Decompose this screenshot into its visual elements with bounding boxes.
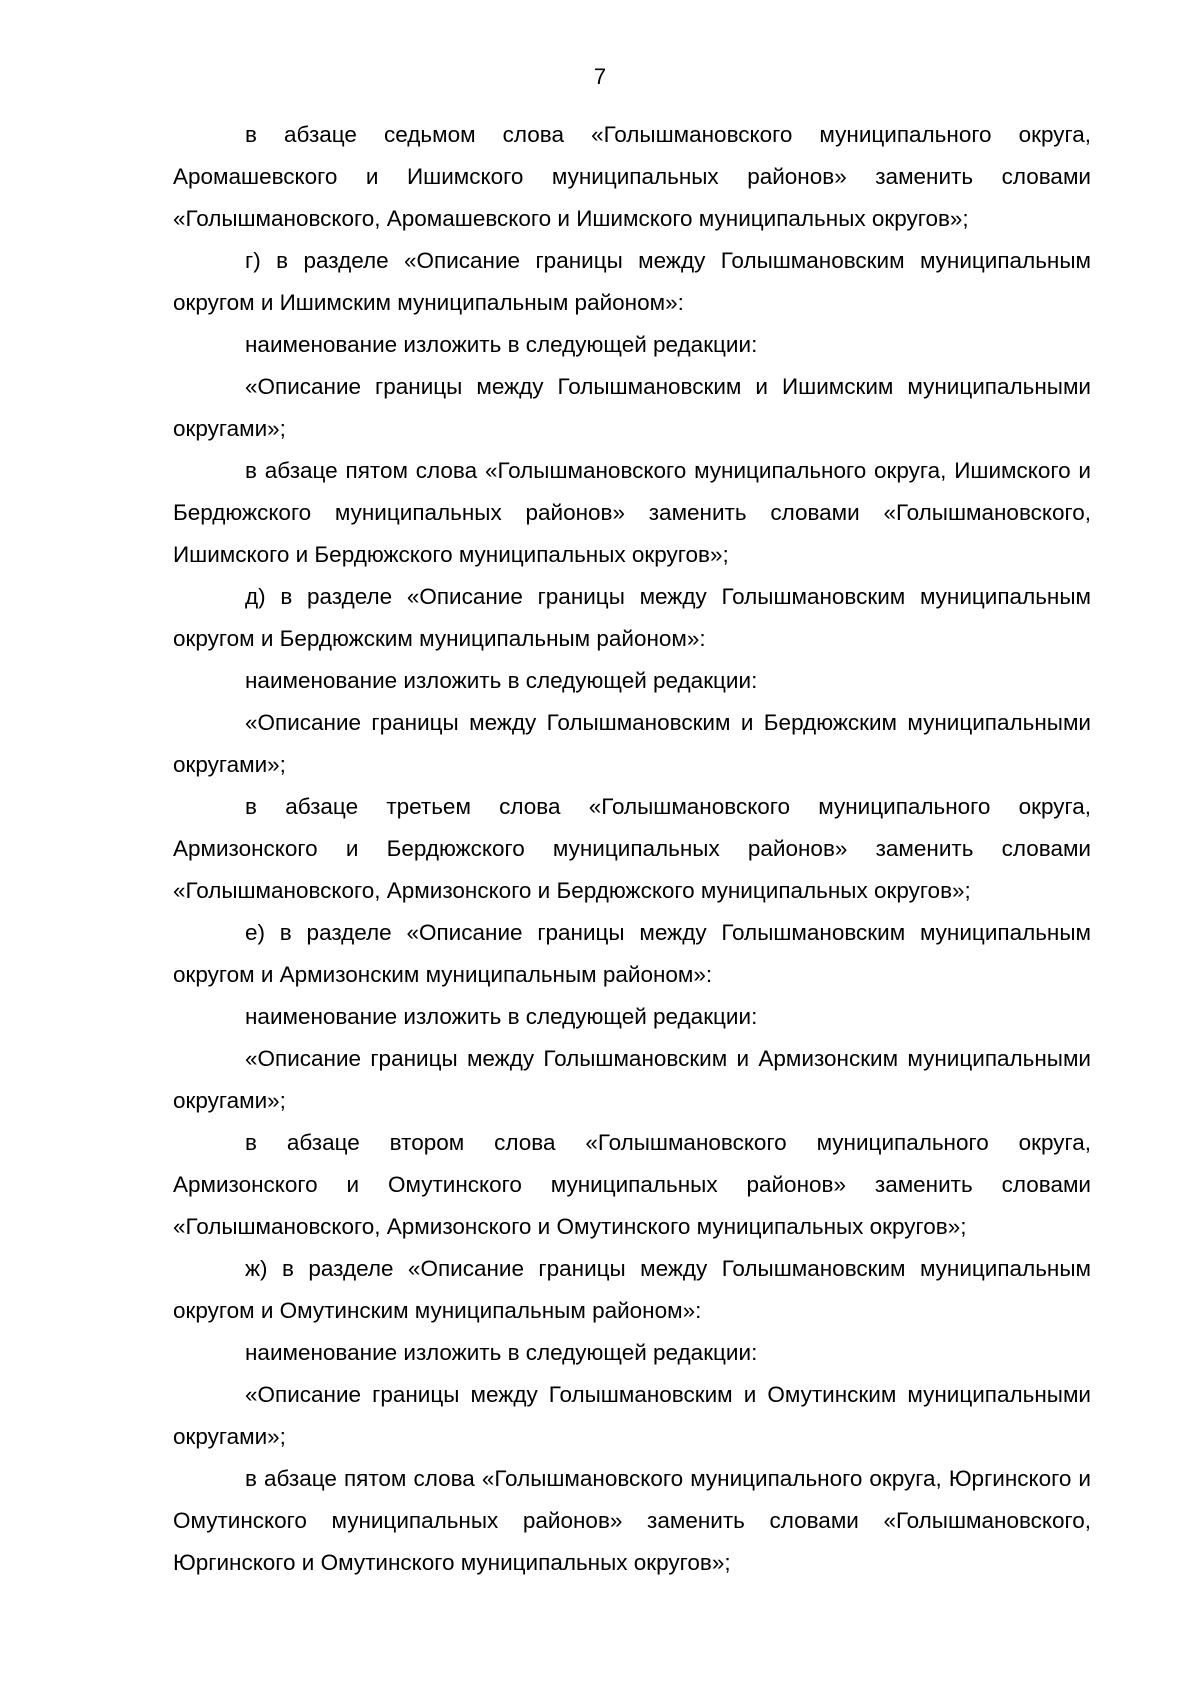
paragraph: в абзаце седьмом слова «Голышмановского муниципального округа, Аромашевского и Ишимского муниципальных районов» заменить словами «Голышмановского, Аромашевского и Ишимского муниципальных округов»;	[173, 122, 1091, 231]
paragraph: в абзаце пятом слова «Голышмановского муниципального округа, Ишимского и Бердюжского муниципальных районов» заменить словами «Голышмановского, Ишимского и Бердюжского муниципальных округов»;	[173, 458, 1091, 567]
paragraph: в абзаце втором слова «Голышмановского муниципального округа, Армизонского и Омутинского муниципальных районов» заменить словами «Голышмановского, Армизонского и Омутинского муниципальных округов»;	[173, 1130, 1091, 1239]
document-body	[173, 114, 1091, 1584]
paragraph: е) в разделе «Описание границы между Голышмановским муниципальным округом и Армизонским муниципальным районом»:	[173, 920, 1091, 987]
paragraph: г) в разделе «Описание границы между Голышмановским муниципальным округом и Ишимским муниципальным районом»:	[173, 248, 1091, 315]
paragraph: в абзаце третьем слова «Голышмановского муниципального округа, Армизонского и Бердюжского муниципальных районов» заменить словами «Голышмановского, Армизонского и Бердюжского муниципальных округов»;	[173, 794, 1091, 903]
paragraph: наименование изложить в следующей редакции:	[245, 1004, 758, 1029]
paragraph: наименование изложить в следующей редакции:	[245, 1340, 758, 1365]
paragraph: «Описание границы между Голышмановским и Бердюжским муниципальными округами»;	[173, 710, 1091, 777]
paragraph: д) в разделе «Описание границы между Голышмановским муниципальным округом и Бердюжским муниципальным районом»:	[173, 584, 1091, 651]
paragraph: «Описание границы между Голышмановским и Ишимским муниципальными округами»;	[173, 374, 1091, 441]
paragraph: наименование изложить в следующей редакции:	[245, 668, 758, 693]
paragraph: наименование изложить в следующей редакции:	[245, 332, 758, 357]
page-number: 7	[593, 64, 607, 89]
paragraph: «Описание границы между Голышмановским и Омутинским муниципальными округами»;	[173, 1382, 1091, 1449]
paragraph: «Описание границы между Голышмановским и Армизонским муниципальными округами»;	[173, 1046, 1091, 1113]
paragraph: в абзаце пятом слова «Голышмановского муниципального округа, Юргинского и Омутинского муниципальных районов» заменить словами «Голышмановского, Юргинского и Омутинского муниципальных округов»;	[173, 1466, 1091, 1575]
paragraph: ж) в разделе «Описание границы между Голышмановским муниципальным округом и Омутинским муниципальным районом»:	[173, 1256, 1091, 1323]
